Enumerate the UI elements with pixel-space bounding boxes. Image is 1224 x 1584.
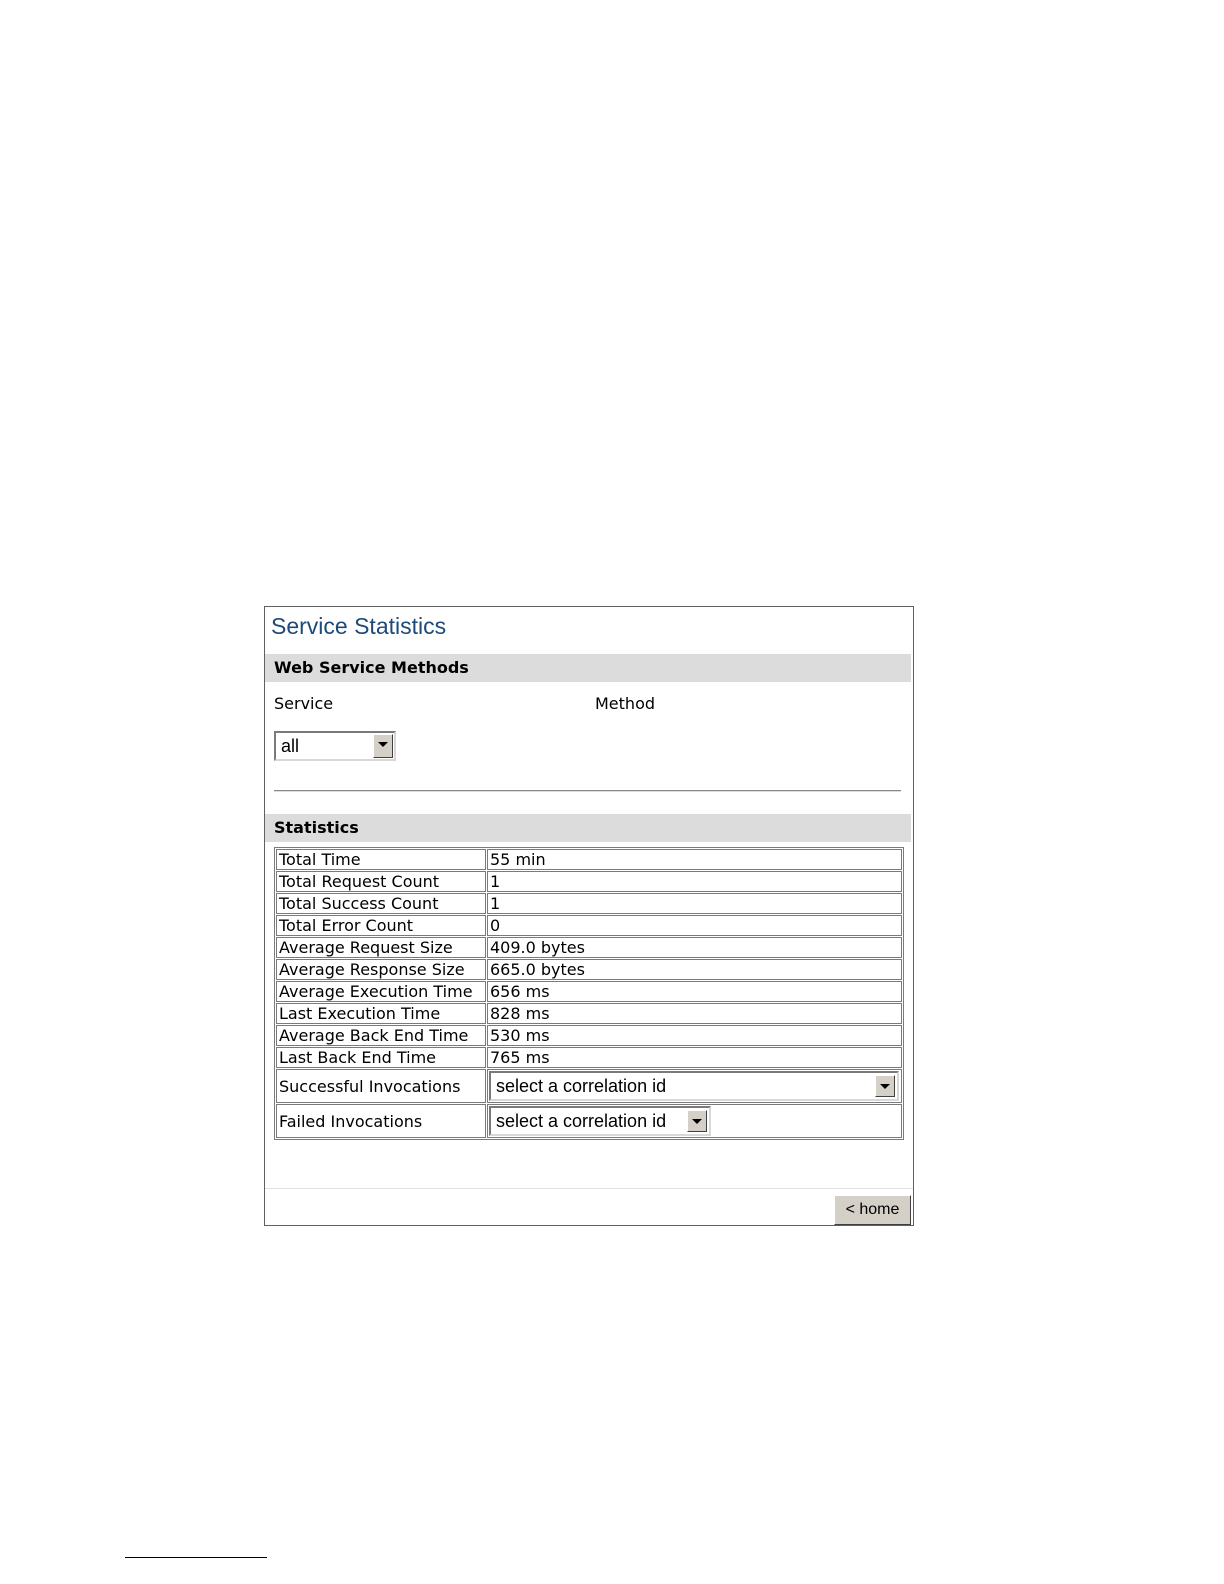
page-title: Service Statistics: [271, 613, 447, 639]
footnote-divider: [125, 1557, 267, 1558]
stat-value: 656 ms: [487, 981, 902, 1002]
service-label: Service: [274, 694, 334, 713]
web-service-methods-header: Web Service Methods: [265, 654, 911, 682]
table-row: [276, 937, 902, 958]
failed-invocations-cell: [487, 1104, 902, 1138]
table-row: [276, 959, 902, 980]
table-row: [276, 1047, 902, 1068]
successful-invocations-select-value: select a correlation id: [496, 1076, 667, 1096]
successful-invocations-cell: [487, 1069, 902, 1103]
stat-label: Average Response Size: [276, 959, 486, 980]
successful-invocations-select[interactable]: [489, 1071, 899, 1101]
dropdown-arrow-icon[interactable]: [875, 1075, 895, 1097]
stat-value: 409.0 bytes: [487, 937, 902, 958]
service-select[interactable]: [274, 731, 396, 761]
home-button[interactable]: < home: [834, 1195, 911, 1225]
statistics-table: [274, 847, 904, 1140]
table-row: [276, 871, 902, 892]
dropdown-arrow-icon[interactable]: [687, 1110, 707, 1132]
stat-label: Last Back End Time: [276, 1047, 486, 1068]
stat-label: Average Request Size: [276, 937, 486, 958]
service-select-value: all: [281, 736, 300, 756]
table-row: [276, 981, 902, 1002]
table-row: [276, 849, 902, 870]
stat-label: Total Success Count: [276, 893, 486, 914]
dropdown-arrow-icon[interactable]: [373, 734, 393, 758]
stat-value: 1: [487, 871, 902, 892]
section-divider: [274, 790, 901, 792]
failed-invocations-row: [276, 1104, 902, 1138]
failed-invocations-label: Failed Invocations: [276, 1104, 486, 1138]
stat-value: 765 ms: [487, 1047, 902, 1068]
stat-value: 665.0 bytes: [487, 959, 902, 980]
statistics-header: Statistics: [265, 814, 911, 842]
stat-value: 0: [487, 915, 902, 936]
successful-invocations-label: Successful Invocations: [276, 1069, 486, 1103]
method-label: Method: [595, 694, 656, 713]
stat-label: Last Execution Time: [276, 1003, 486, 1024]
table-row: [276, 1003, 902, 1024]
stat-label: Average Execution Time: [276, 981, 486, 1002]
stat-value: 1: [487, 893, 902, 914]
stat-value: 55 min: [487, 849, 902, 870]
stat-value: 530 ms: [487, 1025, 902, 1046]
service-statistics-panel: [264, 606, 914, 1226]
stat-label: Total Error Count: [276, 915, 486, 936]
stat-label: Average Back End Time: [276, 1025, 486, 1046]
stat-value: 828 ms: [487, 1003, 902, 1024]
footer-divider: [265, 1188, 913, 1189]
table-row: [276, 1025, 902, 1046]
successful-invocations-row: [276, 1069, 902, 1103]
stat-label: Total Time: [276, 849, 486, 870]
table-row: [276, 893, 902, 914]
failed-invocations-select[interactable]: [489, 1106, 711, 1136]
failed-invocations-select-value: select a correlation id: [496, 1111, 667, 1131]
stat-label: Total Request Count: [276, 871, 486, 892]
table-row: [276, 915, 902, 936]
